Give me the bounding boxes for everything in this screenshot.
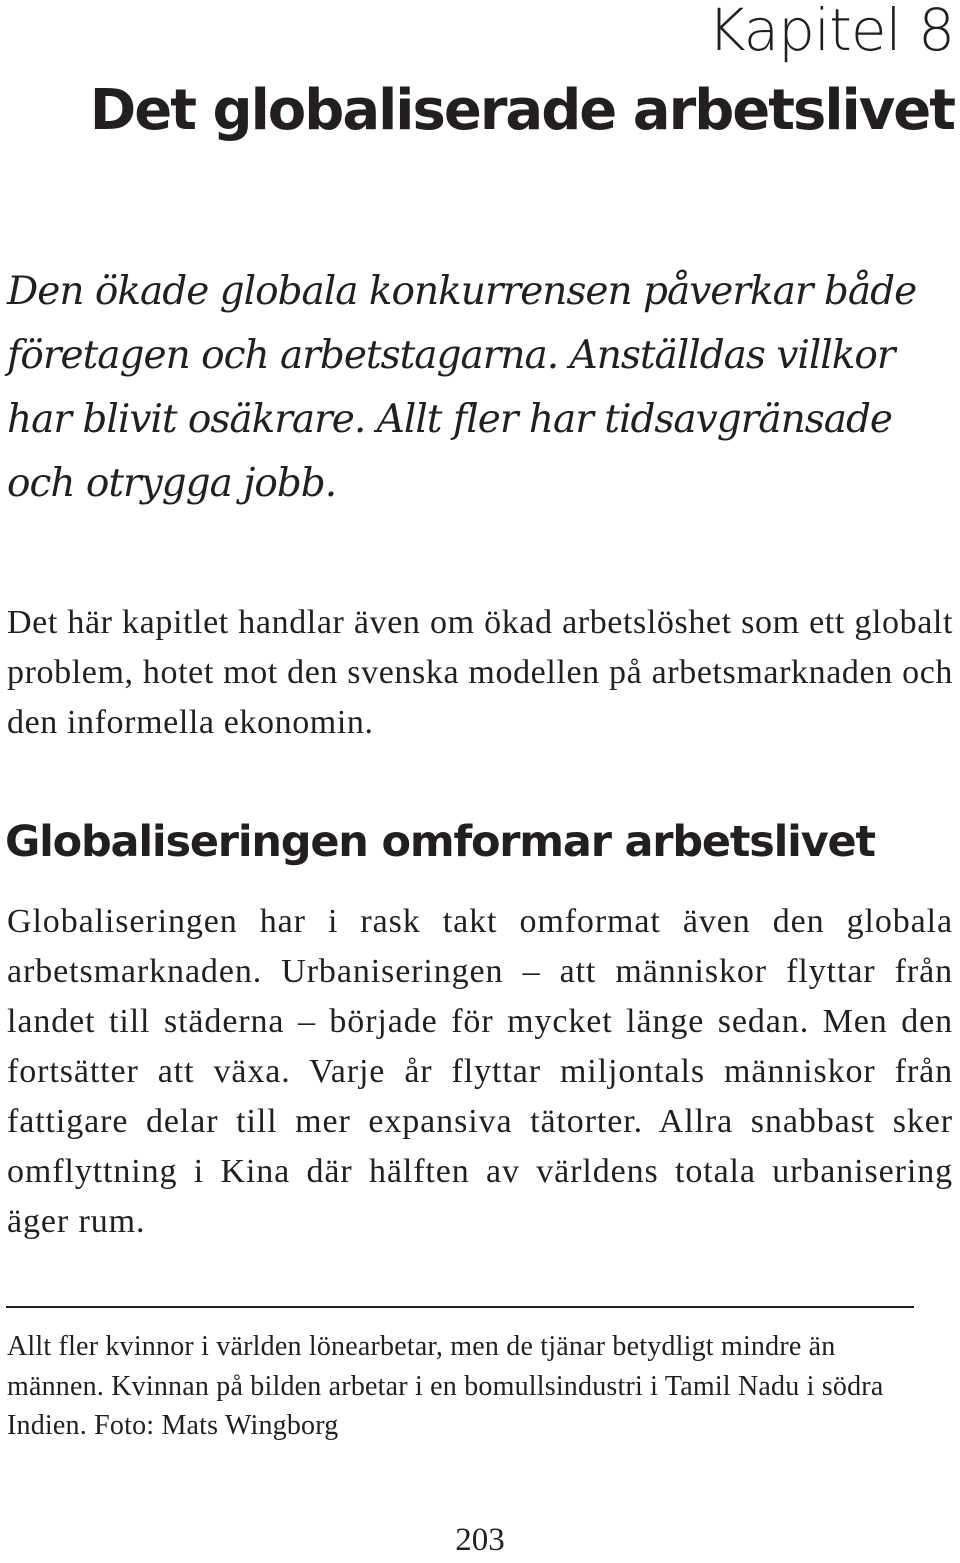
caption-divider [6, 1306, 914, 1308]
chapter-title: Det globaliserade arbetslivet [89, 78, 954, 143]
section-heading: Globaliseringen omformar arbetslivet [5, 817, 875, 867]
chapter-label: Kapitel 8 [707, 0, 954, 64]
page-number: 203 [455, 1522, 505, 1558]
chapter-intro: Den ökade globala konkurrensen påverkar både företagen och arbetstagarna. Anställdas villkor har blivit osäkrare. Allt fler har tidsavgränsade och otrygga jobb. [7, 269, 917, 506]
photo-caption: Allt fler kvinnor i världen lönearbetar, men de tjänar betydligt mindre än männen. Kvinnan på bilden arbetar i en bomullsindustri i Tamil Nadu i södra Indien. Foto: Mats Wingborg [7, 1331, 884, 1441]
chapter-summary: Det här kapitlet handlar även om ökad arbetslöshet som ett globalt problem, hotet mot den svenska modellen på arbetsmarknaden och den informella ekonomin. [7, 604, 953, 741]
section-body: Globaliseringen har i rask takt omformat även den globala arbetsmarknaden. Urbaniseringen – att människor flyttar från landet till städerna – började för mycket länge sedan. Men den fortsätter att växa. Varje år flyttar miljontals människor från fattigare delar till mer expansiva tätorter. Allra snabbast sker omflyttning i Kina där hälften av världens totala urbanisering äger rum. [7, 903, 953, 1240]
